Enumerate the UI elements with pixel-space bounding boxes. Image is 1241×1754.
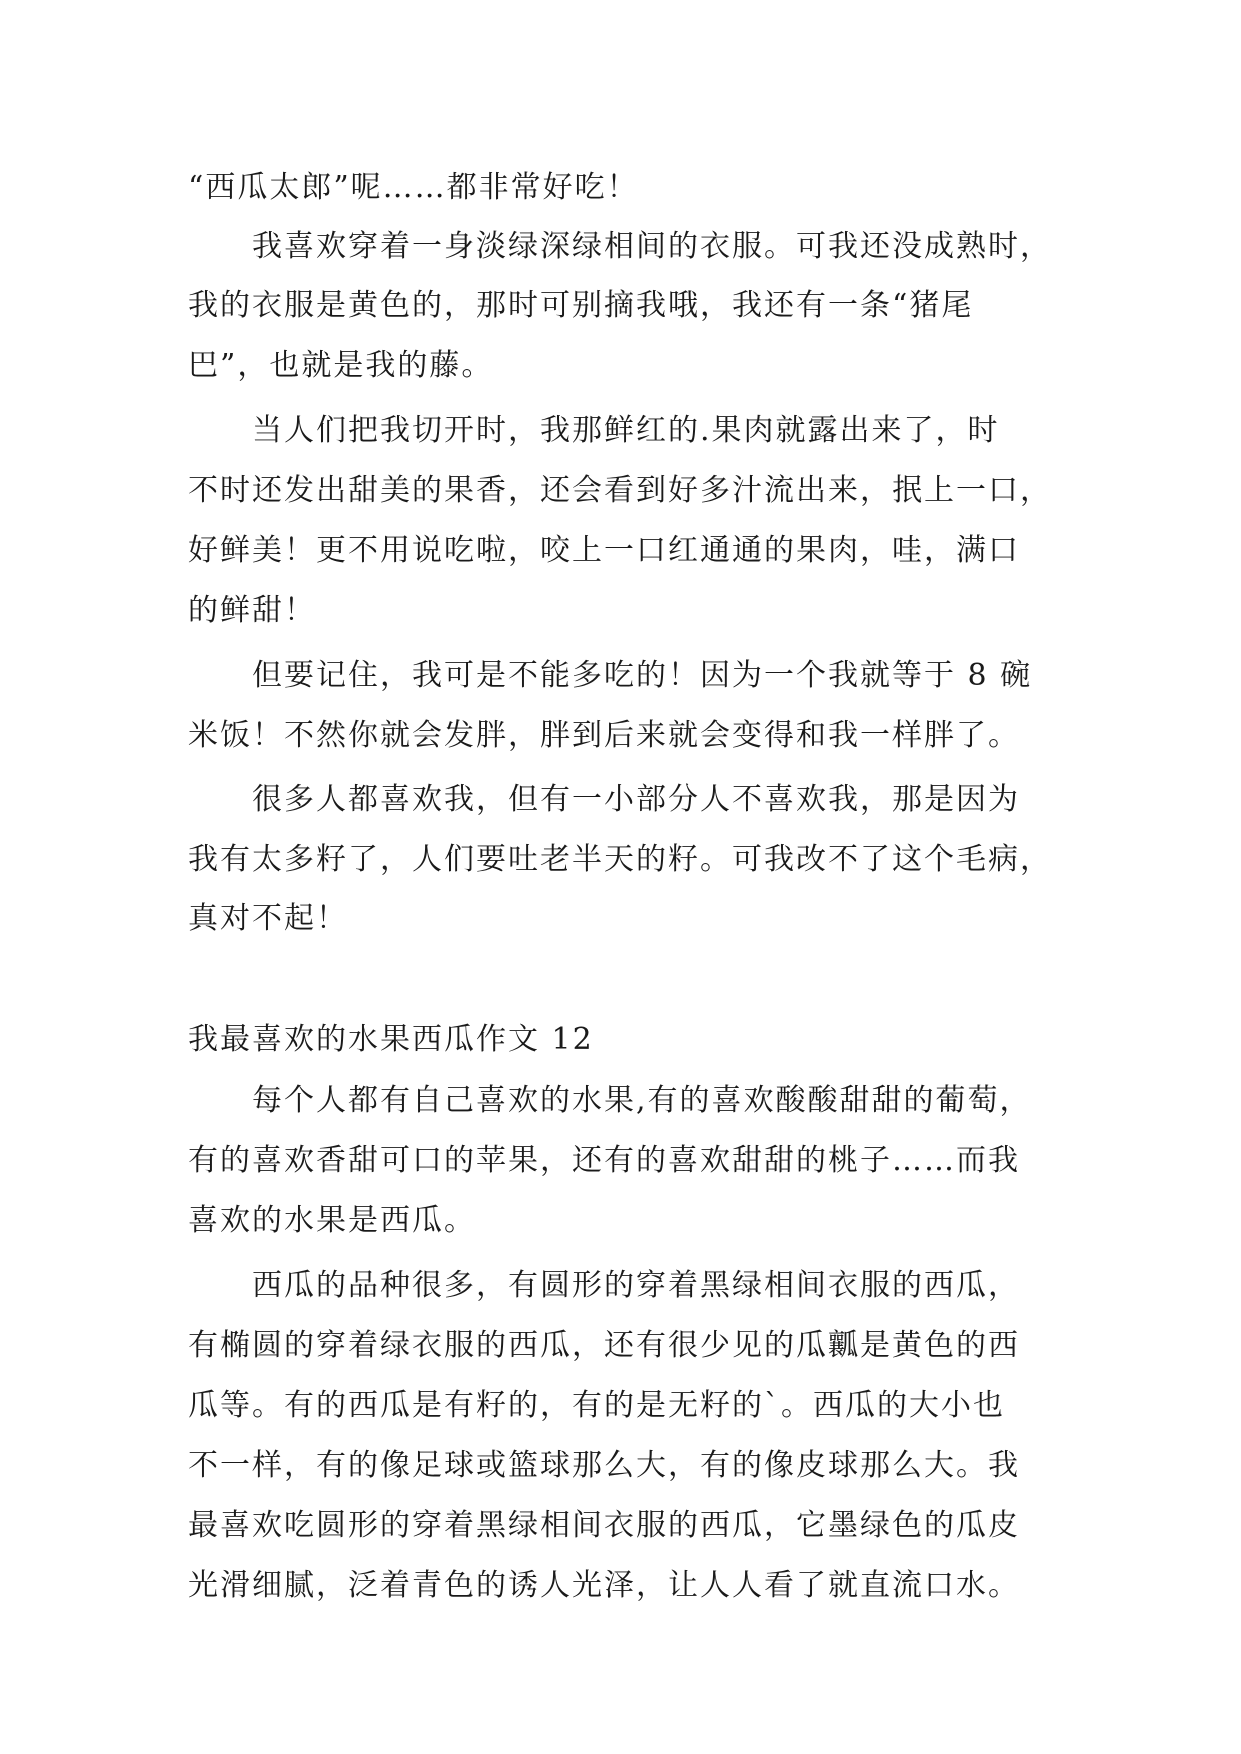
text-line: “西瓜太郎”呢……都非常好吃！ xyxy=(188,170,639,205)
text-line: 我喜欢穿着一身淡绿深绿相间的衣服。可我还没成熟时， xyxy=(252,229,1052,264)
text-line: 瓜等。有的西瓜是有籽的，有的是无籽的`。西瓜的大小也 xyxy=(188,1388,1005,1423)
section-heading: 我最喜欢的水果西瓜作文 12 xyxy=(188,1022,594,1057)
text-line: 巴”，也就是我的藤。 xyxy=(188,348,494,383)
text-line: 喜欢的水果是西瓜。 xyxy=(188,1203,476,1238)
text-line: 我有太多籽了，人们要吐老半天的籽。可我改不了这个毛病， xyxy=(188,842,1052,877)
text-line: 每个人都有自己喜欢的水果,有的喜欢酸酸甜甜的葡萄， xyxy=(252,1083,1032,1118)
text-line: 有椭圆的穿着绿衣服的西瓜，还有很少见的瓜瓤是黄色的西 xyxy=(188,1328,1020,1363)
text-line: 好鲜美！更不用说吃啦，咬上一口红通通的果肉，哇，满口 xyxy=(188,533,1020,568)
text-line: 很多人都喜欢我，但有一小部分人不喜欢我，那是因为 xyxy=(252,782,1020,817)
text-line: 但要记住，我可是不能多吃的！因为一个我就等于 8 碗 xyxy=(252,658,1033,693)
text-line: 有的喜欢香甜可口的苹果，还有的喜欢甜甜的桃子……而我 xyxy=(188,1143,1020,1178)
text-line: 不时还发出甜美的果香，还会看到好多汁流出来，抿上一口， xyxy=(188,473,1052,508)
text-line: 的鲜甜！ xyxy=(188,593,316,628)
text-line: 米饭！不然你就会发胖，胖到后来就会变得和我一样胖了。 xyxy=(188,718,1020,753)
text-line: 光滑细腻，泛着青色的诱人光泽，让人人看了就直流口水。 xyxy=(188,1568,1020,1603)
text-line: 我的衣服是黄色的，那时可别摘我哦，我还有一条“猪尾 xyxy=(188,288,974,323)
text-line: 当人们把我切开时，我那鲜红的.果肉就露出来了，时 xyxy=(252,413,1000,448)
text-line: 真对不起！ xyxy=(188,901,348,936)
text-line: 不一样，有的像足球或篮球那么大，有的像皮球那么大。我 xyxy=(188,1448,1020,1483)
text-line: 最喜欢吃圆形的穿着黑绿相间衣服的西瓜，它墨绿色的瓜皮 xyxy=(188,1508,1020,1543)
text-line: 西瓜的品种很多，有圆形的穿着黑绿相间衣服的西瓜， xyxy=(252,1268,1020,1303)
